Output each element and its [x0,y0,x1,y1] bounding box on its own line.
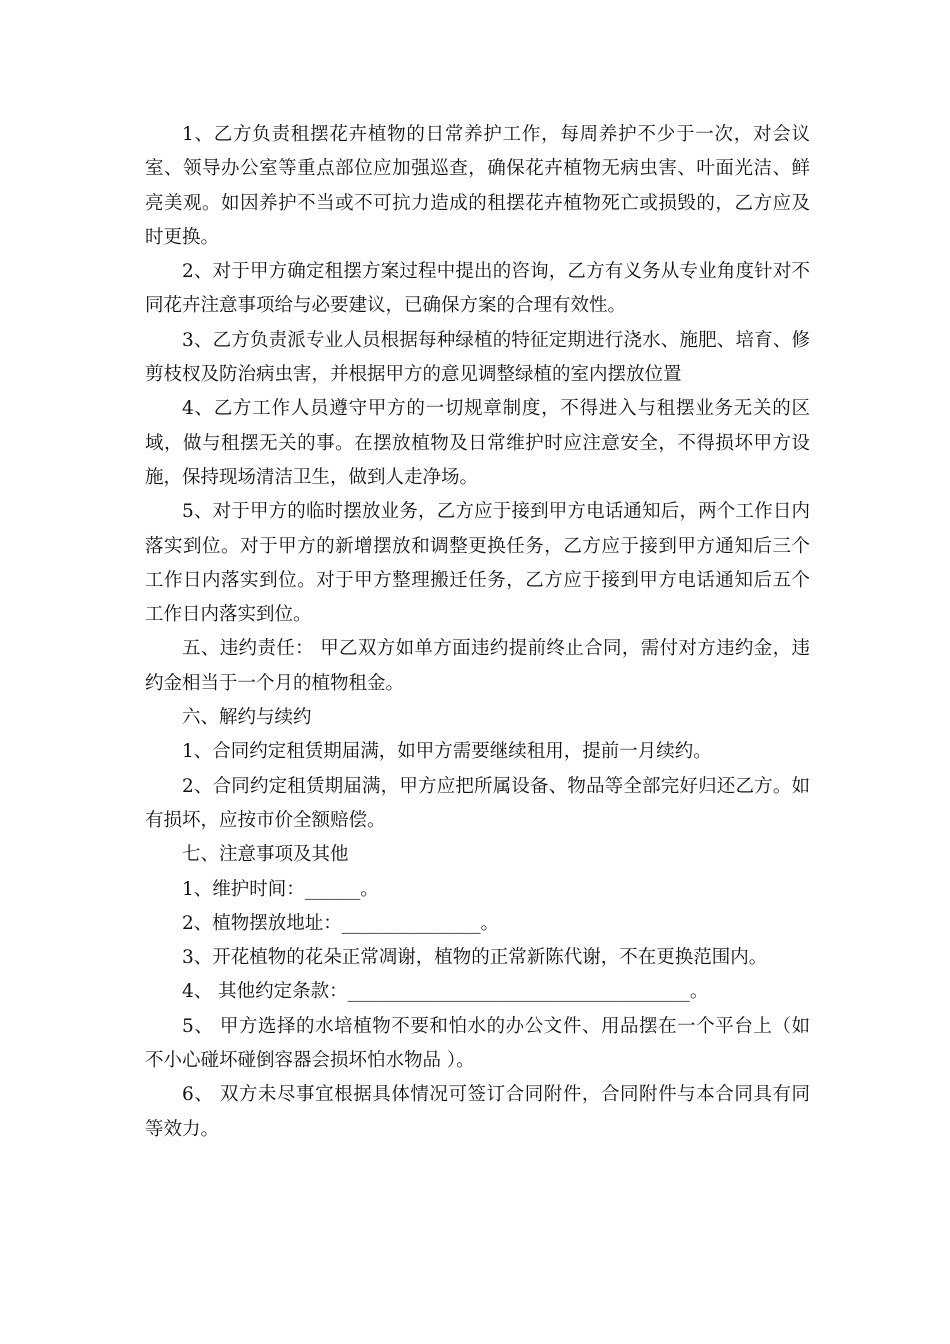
section-7-clause-1: 1、维护时间：______。 [182,878,379,900]
section-7-clause-2: 2、植物摆放地址：_______________。 [182,912,500,934]
section-7-clause-6: 6、 双方未尽事宜根据具体情况可签订合同附件，合同附件与本合同具有同等效力。 [145,1084,810,1140]
clause-2-consulting: 2、对于甲方确定租摆方案过程中提出的咨询，乙方有义务从专业角度针对不同花卉注意事项给与必要建议，已确保方案的合理有效性。 [145,261,810,317]
clause-3-care-staff: 3、乙方负责派专业人员根据每种绿植的特征定期进行浇水、施肥、培育、修剪枝杈及防治病虫害，并根据甲方的意见调整绿植的室内摆放位置 [145,329,810,386]
section-7-clause-5: 5、 甲方选择的水培植物不要和怕水的办公文件、用品摆在一个平台上（如不小心碰坏碰倒容器会损坏怕水物品 ）。 [145,1015,810,1072]
document-page [145,118,816,1147]
section-6-heading: 六、解约与续约 [182,707,312,729]
section-7-clause-3: 3、开花植物的花朵正常凋谢，植物的正常新陈代谢，不在更换范围内。 [182,947,768,969]
clause-1-maintenance: 1、乙方负责租摆花卉植物的日常养护工作，每周养护不少于一次，对会议室、领导办公室等重点部位应加强巡查，确保花卉植物无病虫害、叶面光洁、鲜亮美观。如因养护不当或不可抗力造成的租摆花卉植物死亡或损毁的，乙方应及时更换。 [145,124,810,248]
section-6-clause-1: 1、合同约定租赁期届满，如甲方需要继续租用，提前一月续约。 [182,741,712,763]
section-5-breach-liability: 五、违约责任： 甲乙双方如单方面违约提前终止合同，需付对方违约金，违约金相当于一个月的植物租金。 [145,638,810,694]
section-7-heading: 七、注意事项及其他 [182,844,349,866]
section-7-clause-4: 4、 其他约定条款：_____________________________________。 [182,981,709,1003]
section-6-clause-2: 2、合同约定租赁期届满，甲方应把所属设备、物品等全部完好归还乙方。如有损坏，应按市价全额赔偿。 [145,775,810,831]
clause-5-response-time: 5、对于甲方的临时摆放业务，乙方应于接到甲方电话通知后，两个工作日内落实到位。对于甲方的新增摆放和调整更换任务，乙方应于接到甲方通知后三个工作日内落实到位。对于甲方整理搬迁任务，乙方应于接到甲方电话通知后五个工作日内落实到位。 [145,501,810,626]
clause-4-rules: 4、乙方工作人员遵守甲方的一切规章制度，不得进入与租摆业务无关的区域，做与租摆无关的事。在摆放植物及日常维护时应注意安全，不得损坏甲方设 施，保持现场清洁卫生，做到人走净场。 [145,398,816,488]
